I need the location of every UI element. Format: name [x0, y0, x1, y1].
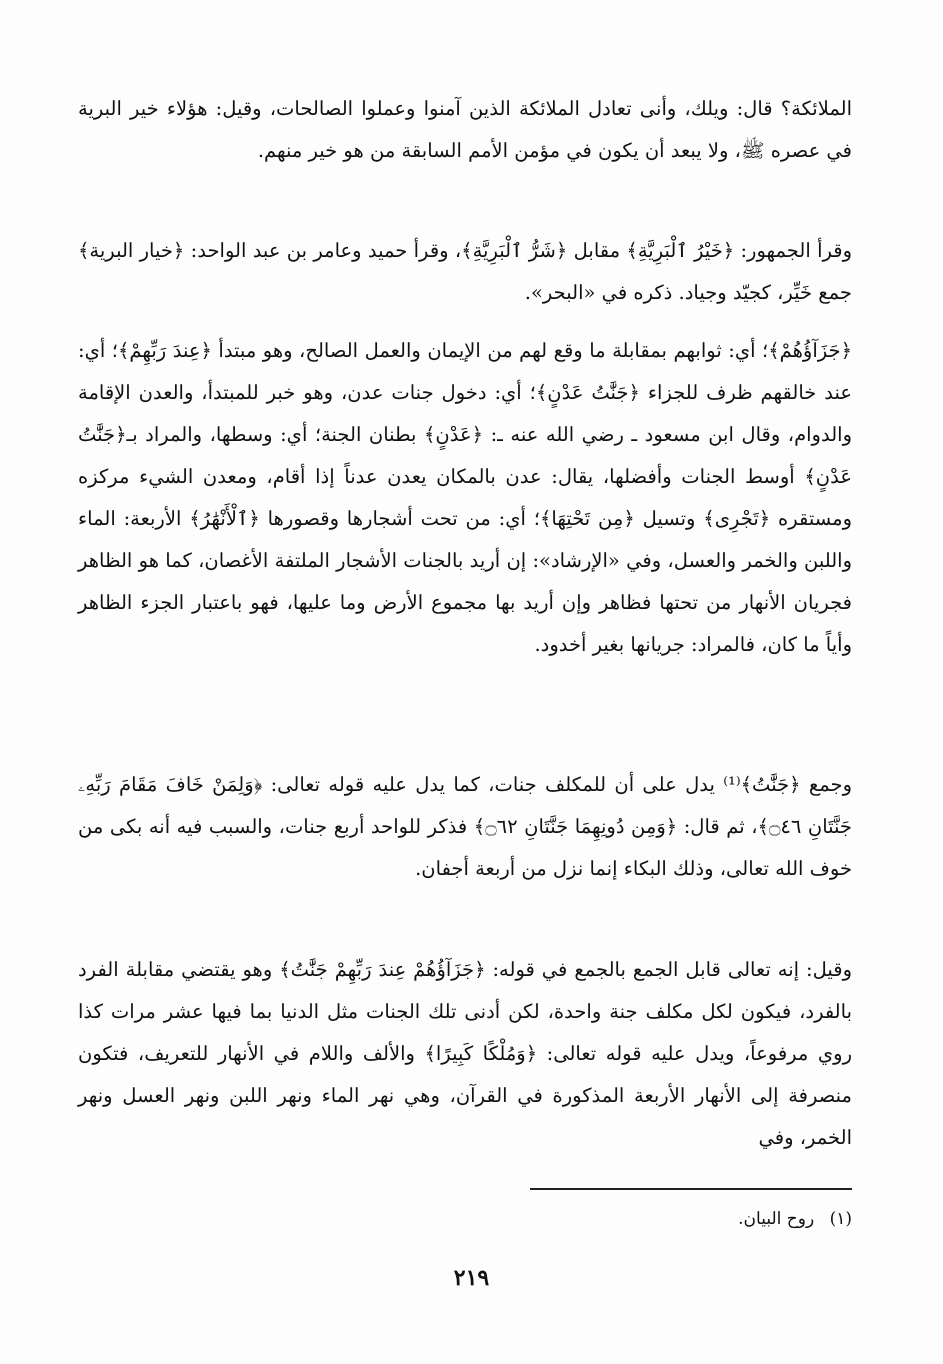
paragraph-1	[78, 88, 852, 172]
paragraph-2	[78, 230, 852, 314]
paragraph-5	[78, 949, 852, 1159]
paragraph-1-text: الملائكة؟ قال: ويلك، وأنى تعادل الملائكة الذين آمنوا وعملوا الصالحات، وقيل: هؤلاء خير البرية في عصره ﷺ، ولا يبعد أن يكون في مؤمن الأمم السابقة من هو خير منهم.	[78, 97, 852, 162]
paragraph-4-text: وجمع ﴿جَنَّٰتُ﴾⁽¹⁾ يدل على أن للمكلف جنات، كما يدل عليه قوله تعالى: ﴿وَلِمَنْ خَافَ مَقَامَ رَبِّهِۦ جَنَّتَانِ ۝٤٦﴾، ثم قال: ﴿وَمِن دُونِهِمَا جَنَّتَانِ ۝٦٢﴾ فذكر للواحد أربع جنات، والسبب فيه أنه بكى من خوف الله تعالى، وذلك البكاء إنما نزل من أربعة أجفان.	[78, 773, 852, 880]
paragraph-3	[78, 330, 852, 666]
paragraph-2-text: وقرأ الجمهور: ﴿خَيْرُ ٱلْبَرِيَّةِ﴾ مقابل ﴿شَرُّ ٱلْبَرِيَّةِ﴾، وقرأ حميد وعامر بن عبد الواحد: ﴿خيار البرية﴾ جمع خَيِّر، كجيّد وجياد. ذكره في «البحر».	[78, 239, 852, 304]
paragraph-4	[78, 764, 852, 890]
page-number: ٢١٩	[453, 1265, 490, 1291]
paragraph-3-text: ﴿جَزَآؤُهُمْ﴾؛ أي: ثوابهم بمقابلة ما وقع لهم من الإيمان والعمل الصالح، وهو مبتدأ ﴿عِندَ رَبِّهِمْ﴾؛ أي: عند خالقهم ظرف للجزاء ﴿جَنَّٰتُ عَدْنٍ﴾؛ أي: دخول جنات عدن، وهو خبر للمبتدأ، والعدن الإقامة والدوام، وقال ابن مسعود ـ رضي الله عنه ـ: ﴿عَدْنٍ﴾ بطنان الجنة؛ أي: وسطها، والمراد بـ﴿جَنَّٰتُ عَدْنٍ﴾ أوسط الجنات وأفضلها، يقال: عدن بالمكان يعدن عدناً إذا أقام، ومعدن الشيء مركزه ومستقره ﴿تَجْرِى﴾ وتسيل ﴿مِن تَحْتِهَا﴾؛ أي: من تحت أشجارها وقصورها ﴿ٱلْأَنْهَٰرُ﴾ الأربعة: الماء واللبن والخمر والعسل، وفي «الإرشاد»: إن أريد بالجنات الأشجار الملتفة الأغصان، كما هو الظاهر فجريان الأنهار من تحتها فظاهر وإن أريد بها مجموع الأرض وما عليها، فهو باعتبار الجزء الظاهر وأياً ما كان، فالمراد: جريانها بغير أخدود.	[78, 339, 852, 656]
footnote-text: روح البيان.	[738, 1209, 815, 1229]
footnote-divider	[530, 1188, 852, 1190]
paragraph-5-text: وقيل: إنه تعالى قابل الجمع بالجمع في قوله: ﴿جَزَآؤُهُمْ عِندَ رَبِّهِمْ جَنَّٰتُ﴾ وهو يقتضي مقابلة الفرد بالفرد، فيكون لكل مكلف جنة واحدة، لكن أدنى تلك الجنات مثل الدنيا بما فيها عشر مرات كذا روي مرفوعاً، ويدل عليه قوله تعالى: ﴿وَمُلْكًا كَبِيرًا﴾ والألف واللام في الأنهار للتعريف، فتكون منصرفة إلى الأنهار الأربعة المذكورة في القرآن، وهي نهر الماء ونهر اللبن ونهر العسل ونهر الخمر، وفي	[78, 958, 852, 1149]
footnote-number: (١)	[829, 1209, 852, 1229]
footnote	[530, 1204, 852, 1234]
